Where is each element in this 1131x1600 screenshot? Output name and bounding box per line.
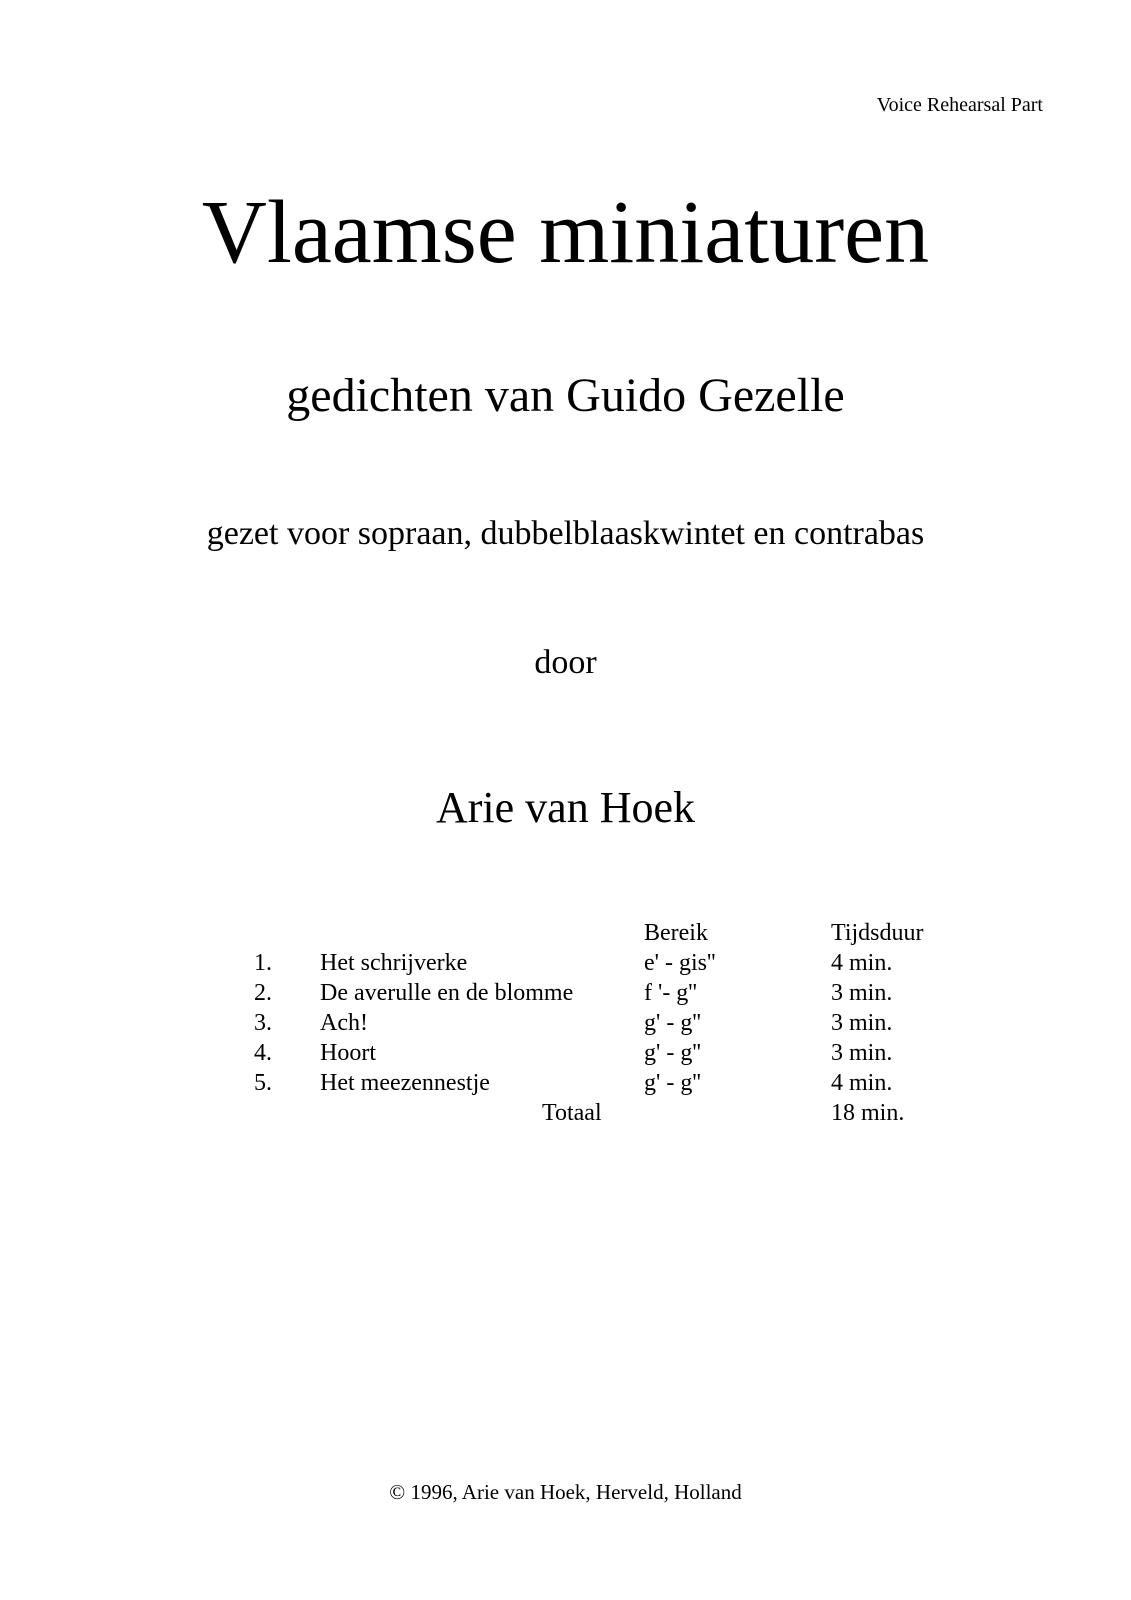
work-range: g' - g''	[644, 1010, 701, 1036]
scoring-line: gezet voor sopraan, dubbelblaaskwintet en contrabas	[206, 515, 925, 552]
composer-name: Arie van Hoek	[435, 783, 695, 832]
document-title: Vlaamse miniaturen	[201, 183, 930, 282]
works-table-row	[0, 978, 1131, 1008]
work-duration: 3 min.	[831, 1040, 893, 1066]
works-table-header	[0, 918, 1131, 948]
work-duration: 3 min.	[831, 980, 893, 1006]
work-range: f '- g''	[644, 980, 697, 1006]
works-table-row	[0, 1008, 1131, 1038]
work-title: De averulle en de blomme	[320, 980, 574, 1006]
total-duration: 18 min.	[831, 1100, 905, 1126]
work-number: 5.	[254, 1070, 272, 1096]
works-table	[0, 918, 1131, 1128]
total-label: Totaal	[542, 1100, 602, 1126]
works-total-row	[0, 1098, 1131, 1128]
work-number: 4.	[254, 1040, 272, 1066]
works-table-row	[0, 1068, 1131, 1098]
work-number: 1.	[254, 950, 272, 976]
work-title: Het meezennestje	[320, 1070, 490, 1096]
work-duration: 4 min.	[831, 1070, 893, 1096]
range-column-header: Bereik	[644, 920, 708, 946]
document-subtitle: gedichten van Guido Gezelle	[286, 369, 845, 422]
work-title: Het schrijverke	[320, 950, 468, 976]
part-label: Voice Rehearsal Part	[876, 94, 1043, 116]
work-duration: 3 min.	[831, 1010, 893, 1036]
copyright-notice: © 1996, Arie van Hoek, Herveld, Holland	[389, 1480, 742, 1504]
works-table-row	[0, 1038, 1131, 1068]
work-duration: 4 min.	[831, 950, 893, 976]
duration-column-header: Tijdsduur	[831, 920, 924, 946]
work-title: Hoort	[320, 1040, 376, 1066]
work-number: 3.	[254, 1010, 272, 1036]
work-title: Ach!	[320, 1010, 368, 1036]
work-number: 2.	[254, 980, 272, 1006]
work-range: g' - g''	[644, 1040, 701, 1066]
by-line: door	[534, 644, 597, 681]
work-range: g' - g''	[644, 1070, 701, 1096]
works-table-row	[0, 948, 1131, 978]
work-range: e' - gis''	[644, 950, 716, 976]
